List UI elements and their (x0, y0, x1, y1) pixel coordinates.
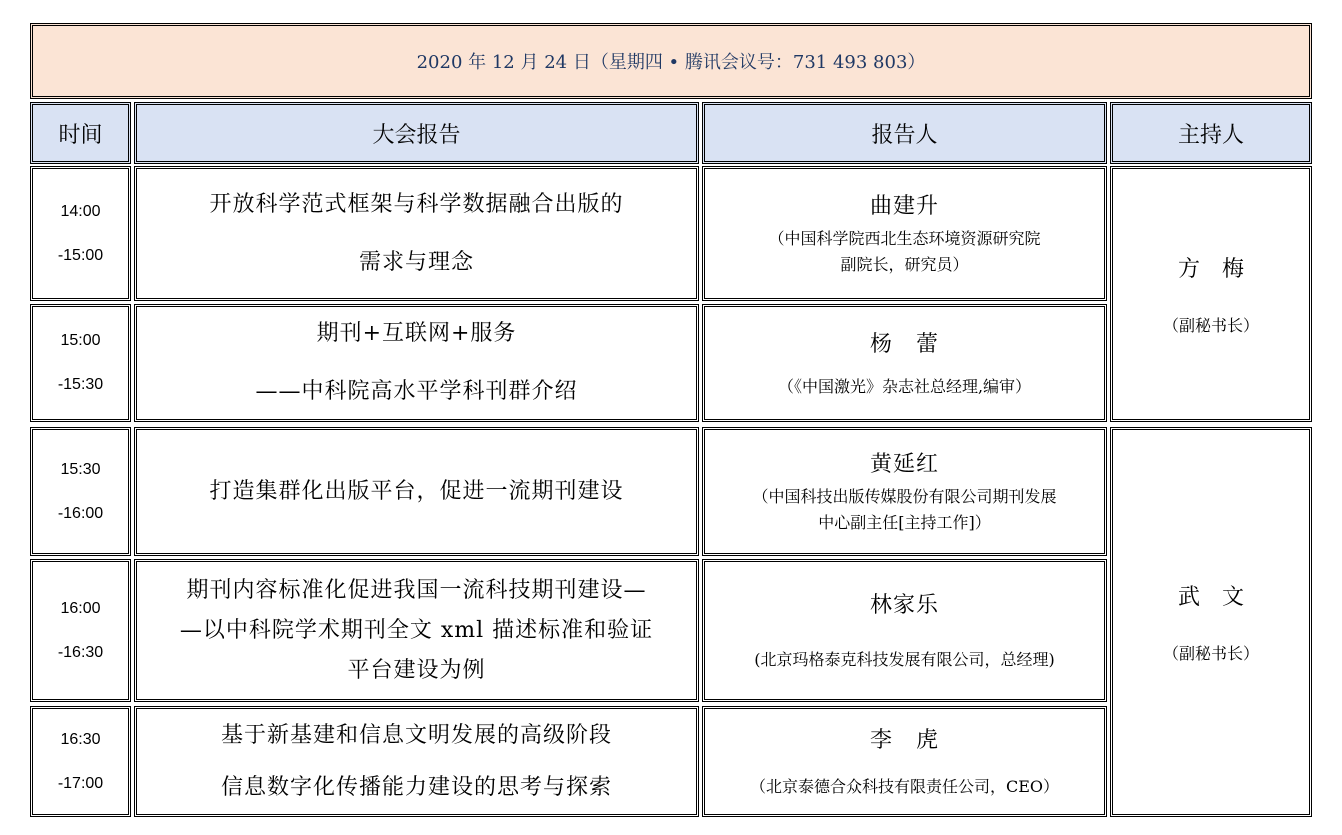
session-speaker (702, 166, 1107, 301)
host-cell (1110, 427, 1312, 817)
session-speaker (702, 706, 1107, 817)
time-start: 16:00 (60, 599, 101, 617)
title-line: —以中科院学术期刊全文 xml 描述标准和验证 (179, 617, 654, 643)
session-title (134, 706, 699, 817)
column-header-time-label: 时间 (58, 122, 103, 148)
date-banner (30, 23, 1312, 99)
column-header-speaker (702, 102, 1107, 164)
host-name: 武 文 (1177, 585, 1244, 610)
session-time (30, 166, 131, 301)
speaker-affiliation-line: （中国科学院西北生态环境资源研究院 (768, 229, 1041, 248)
title-line: ——中科院高水平学科刊群介绍 (255, 379, 578, 404)
host-cell (1110, 166, 1312, 422)
title-line: 开放科学范式框架与科学数据融合出版的 (209, 191, 624, 217)
title-line: 期刊+互联网+服务 (316, 321, 517, 346)
title-line: 信息数字化传播能力建设的思考与探索 (220, 774, 612, 800)
title-line: 期刊内容标准化促进我国一流科技期刊建设— (186, 577, 647, 603)
time-end: -16:30 (57, 643, 104, 661)
session-time (30, 706, 131, 817)
speaker-affiliation-line: （北京泰德合众科技有限责任公司，CEO） (749, 777, 1060, 796)
speaker-affiliation-line: （《中国激光》杂志社总经理,编审） (777, 376, 1032, 396)
speaker-name: 杨 蕾 (869, 331, 939, 357)
speaker-affiliation-line: (北京玛格泰克科技发展有限公司，总经理) (754, 650, 1055, 669)
title-line: 打造集群化出版平台，促进一流期刊建设 (209, 478, 624, 504)
column-header-host-label: 主持人 (1177, 122, 1244, 148)
session-speaker (702, 304, 1107, 422)
column-header-host (1110, 102, 1312, 164)
speaker-affiliation-line: （中国科技出版传媒股份有限公司期刊发展 (752, 487, 1057, 506)
speaker-affiliation-line: 中心副主任[主持工作]） (818, 513, 991, 532)
column-header-time (30, 102, 131, 164)
time-end: -16:00 (57, 504, 104, 522)
time-end: -17:00 (57, 774, 104, 792)
session-time (30, 559, 131, 702)
time-end: -15:00 (57, 246, 104, 264)
host-role: （副秘书长） (1162, 316, 1259, 335)
time-start: 15:00 (60, 332, 101, 349)
speaker-name: 黄延红 (869, 452, 939, 477)
session-title (134, 427, 699, 556)
column-header-report (134, 102, 699, 164)
time-start: 14:00 (60, 202, 101, 220)
speaker-affiliation-line: 副院长，研究员） (840, 255, 969, 274)
date-line: 2020 年 12 月 24 日（星期四 • 腾讯会议号：731 493 803） (416, 52, 926, 73)
title-line: 基于新基建和信息文明发展的高级阶段 (220, 722, 612, 748)
speaker-name: 李 虎 (869, 728, 939, 753)
title-line: 平台建设为例 (347, 657, 486, 683)
session-time (30, 304, 131, 422)
column-header-speaker-label: 报告人 (871, 122, 938, 148)
host-role: （副秘书长） (1162, 644, 1259, 663)
session-title (134, 304, 699, 422)
title-line: 需求与理念 (358, 249, 474, 275)
speaker-name: 曲建升 (869, 194, 939, 219)
time-start: 15:30 (60, 460, 101, 478)
time-end: -15:30 (57, 376, 104, 393)
speaker-name: 林家乐 (869, 593, 939, 618)
session-title (134, 166, 699, 301)
session-time (30, 427, 131, 556)
session-title (134, 559, 699, 702)
session-speaker (702, 427, 1107, 556)
session-speaker (702, 559, 1107, 702)
host-name: 方 梅 (1177, 257, 1244, 282)
time-start: 16:30 (60, 730, 101, 748)
column-header-report-label: 大会报告 (372, 122, 461, 148)
